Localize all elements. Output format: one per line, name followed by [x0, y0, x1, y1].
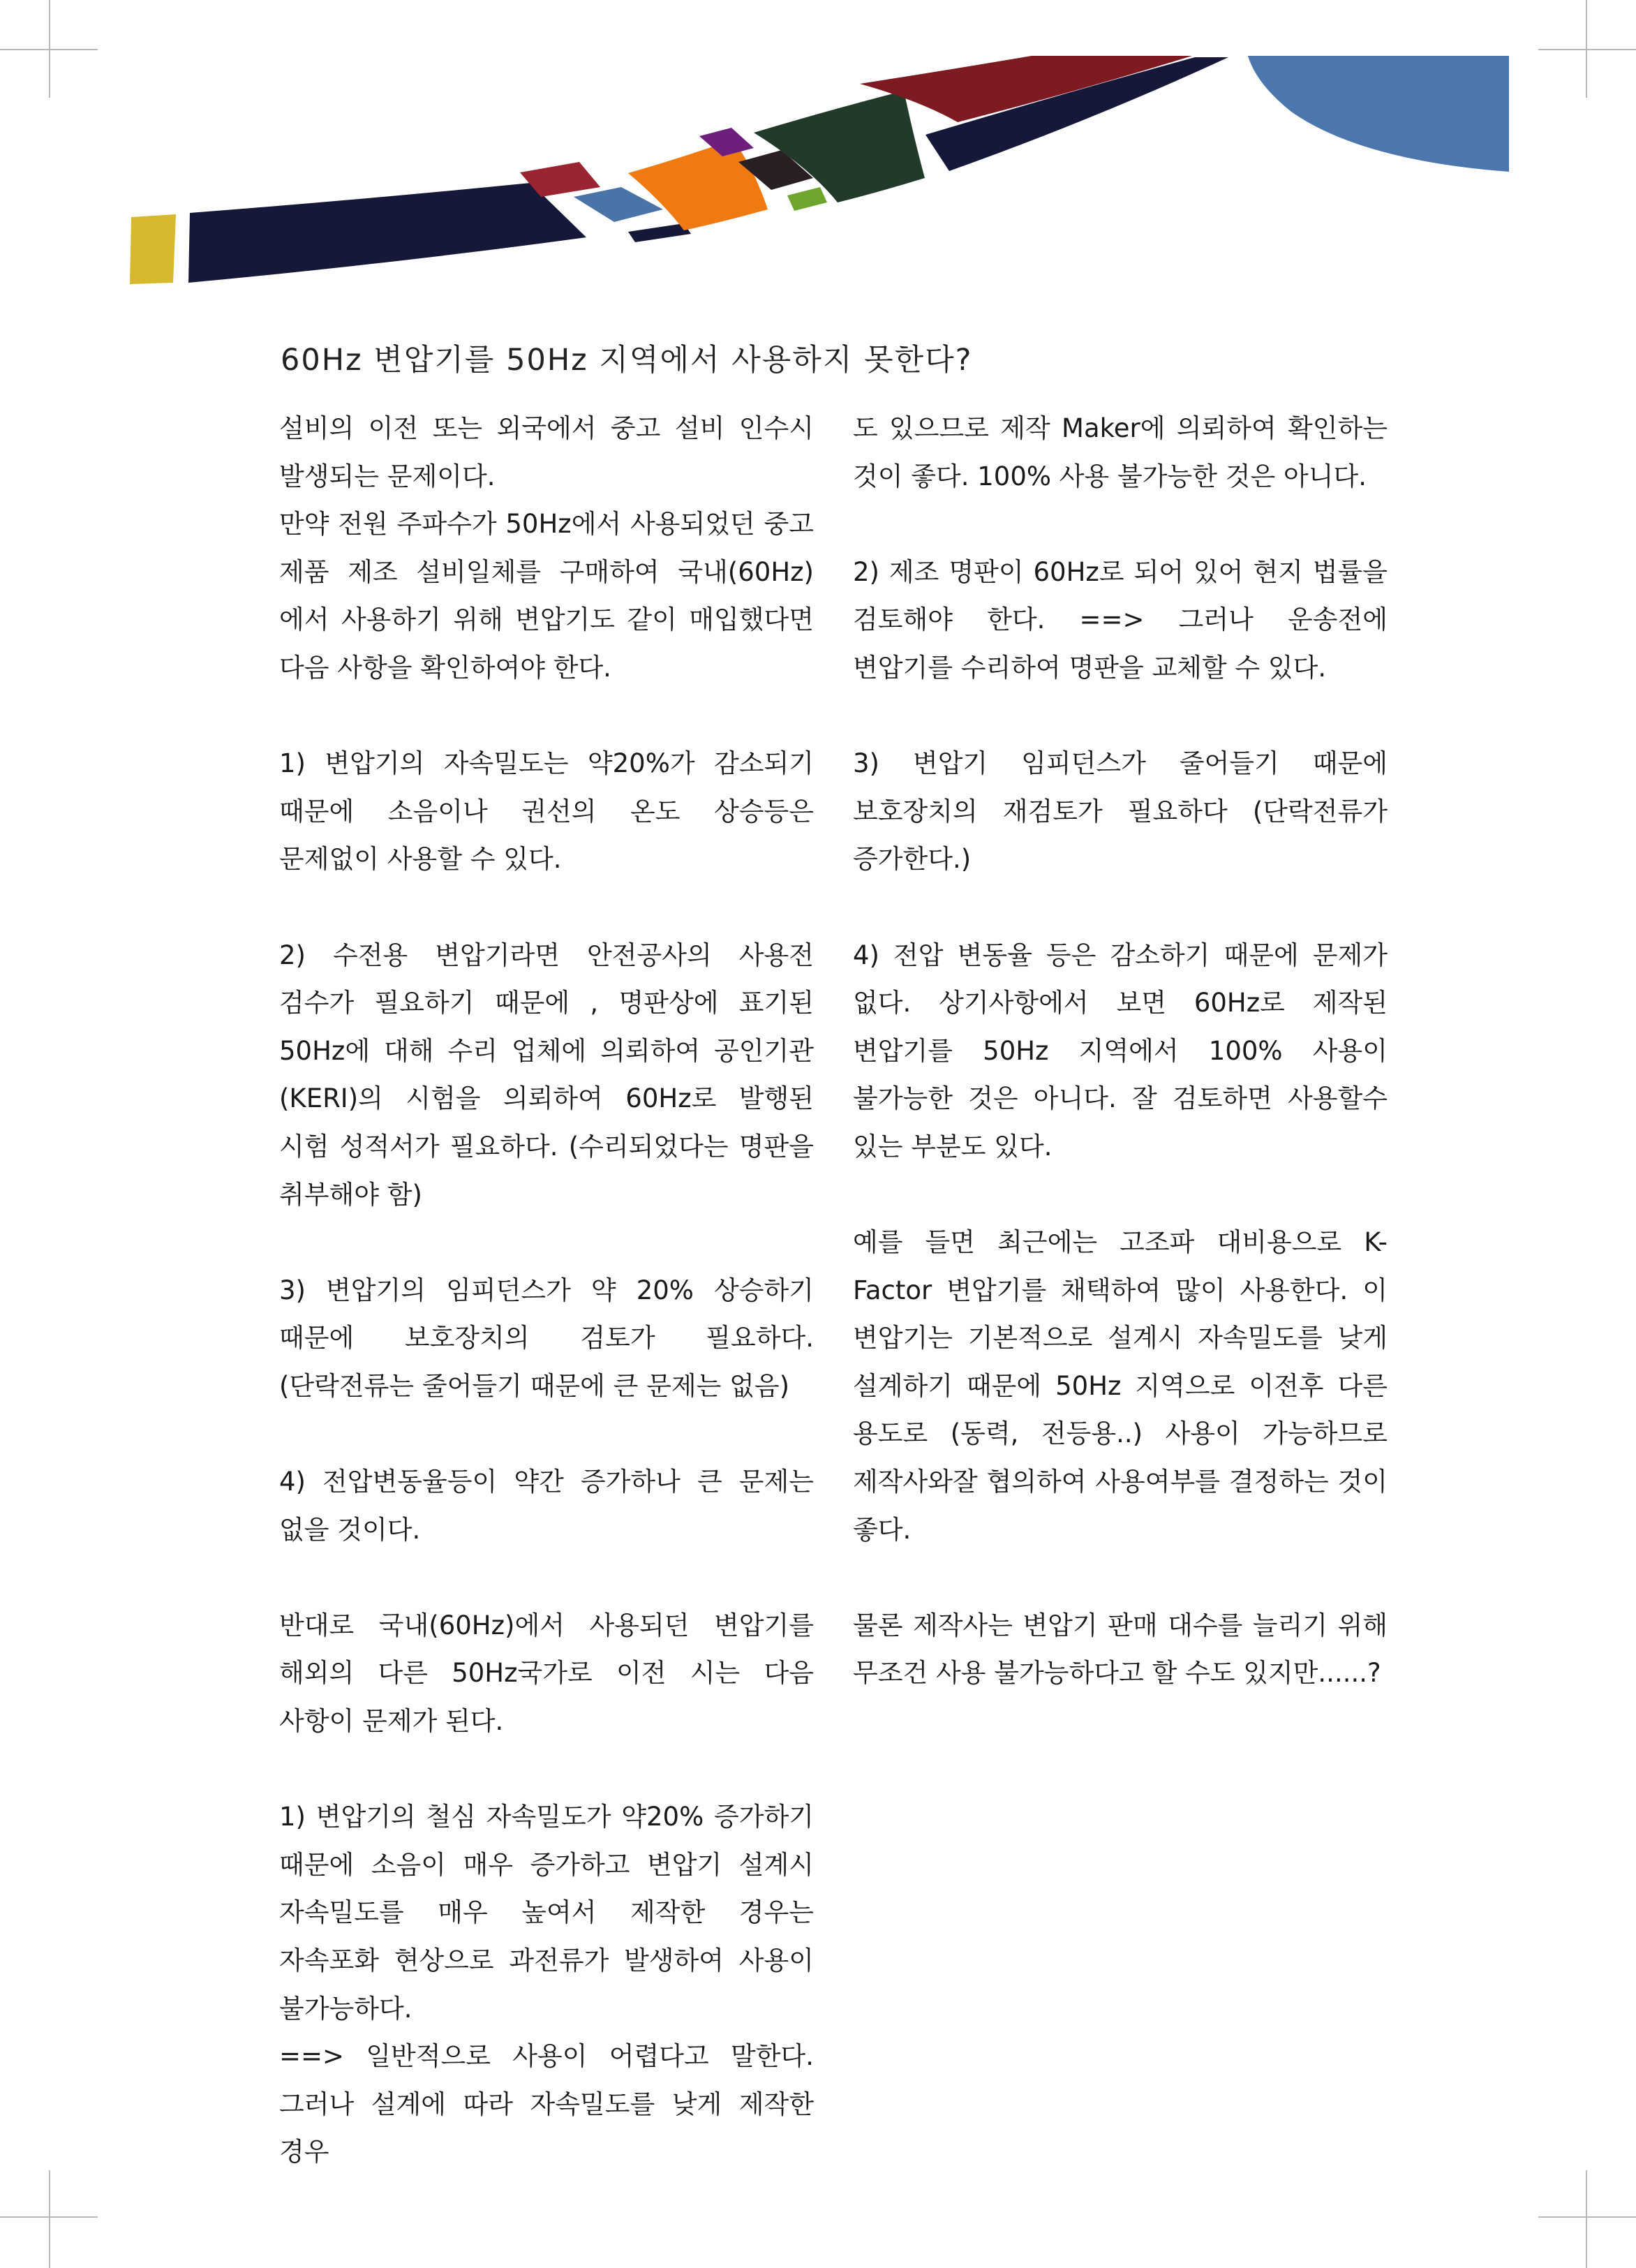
- paragraph: ==> 일반적으로 사용이 어렵다고 말한다. 그러나 설계에 따라 자속밀도를 낮게 제작한 경우: [279, 2041, 814, 2167]
- paragraph: 1) 변압기의 철심 자속밀도가 약20% 증가하기 때문에 소음이 매우 증가하고 변압기 설계시 자속밀도를 매우 높여서 제작한 경우는 자속포화 현상으로 과전류가 발생하여 사용이 불가능하다.: [279, 1802, 814, 2024]
- header-banner-graphic: [0, 0, 1636, 307]
- paragraph: 설비의 이전 또는 외국에서 중고 설비 인수시 발생되는 문제이다.: [279, 413, 814, 491]
- paragraph: 4) 전압변동율등이 약간 증가하나 큰 문제는 없을 것이다.: [279, 1467, 814, 1545]
- banner-blue-block: [574, 187, 663, 222]
- left-text-column: [279, 405, 814, 2177]
- crop-mark: [49, 2170, 50, 2268]
- banner-yellow-block: [130, 214, 176, 284]
- banner-steel-blue-shape: [1248, 56, 1509, 172]
- spacer: [853, 501, 1388, 549]
- spacer: [279, 1219, 814, 1267]
- right-text-column: [853, 405, 1388, 1698]
- paragraph: 4) 전압 변동율 등은 감소하기 때문에 문제가 없다. 상기사항에서 보면 60Hz로 제작된 변압기를 50Hz 지역에서 100% 사용이 불가능한 것은 아니다. 잘 검토하면 사용할수 있는 부분도 있다.: [853, 940, 1388, 1162]
- paragraph: 만약 전원 주파수가 50Hz에서 사용되었던 중고 제품 제조 설비일체를 구매하여 국내(60Hz)에서 사용하기 위해 변압기도 같이 매입했다면 다음 사항을 확인하여야 한다.: [279, 509, 814, 683]
- paragraph: 2) 수전용 변압기라면 안전공사의 사용전 검수가 필요하기 때문에 , 명판상에 표기된 50Hz에 대해 수리 업체에 의뢰하여 공인기관(KERI)의 시험을 의뢰하여 60Hz로 발행된 시험 성적서가 필요하다. (수리되었다는 명판을 취부해야 함): [279, 940, 814, 1210]
- spacer: [279, 1410, 814, 1458]
- spacer: [279, 1554, 814, 1602]
- paragraph: 물론 제작사는 변압기 판매 대수를 늘리기 위해 무조건 사용 불가능하다고 할 수도 있지만......?: [853, 1610, 1388, 1689]
- crop-mark: [1586, 2170, 1587, 2268]
- spacer: [853, 692, 1388, 741]
- spacer: [279, 692, 814, 741]
- paragraph: 3) 변압기의 임피던스가 약 20% 상승하기 때문에 보호장치의 검토가 필요하다. (단락전류는 줄어들기 때문에 큰 문제는 없음): [279, 1275, 814, 1401]
- paragraph: 2) 제조 명판이 60Hz로 되어 있어 현지 법률을 검토해야 한다. ==> 그러나 운송전에 변압기를 수리하여 명판을 교체할 수 있다.: [853, 556, 1388, 683]
- spacer: [279, 884, 814, 932]
- spacer: [853, 1554, 1388, 1602]
- paragraph: 도 있으므로 제작 Maker에 의뢰하여 확인하는 것이 좋다. 100% 사용 불가능한 것은 아니다.: [853, 413, 1388, 491]
- banner-orange-block: [628, 140, 768, 230]
- spacer: [279, 1746, 814, 1794]
- banner-green-block: [787, 187, 827, 211]
- spacer: [853, 1171, 1388, 1220]
- spacer: [853, 884, 1388, 932]
- paragraph: 예를 들면 최근에는 고조파 대비용으로 K-Factor 변압기를 채택하여 많이 사용한다. 이 변압기는 기본적으로 설계시 자속밀도를 낮게 설계하기 때문에 50Hz 지역으로 이전후 다른 용도로 (동력, 전등용..) 사용이 가능하므로 제작사와잘 협의하여 사용여부를 결정하는 것이 좋다.: [853, 1227, 1388, 1545]
- page-title: 60Hz 변압기를 50Hz 지역에서 사용하지 못한다?: [281, 343, 973, 378]
- crop-mark: [1538, 2216, 1636, 2218]
- banner-navy-arc-left: [188, 183, 586, 283]
- paragraph: 1) 변압기의 자속밀도는 약20%가 감소되기 때문에 소음이나 권선의 온도 상승등은 문제없이 사용할 수 있다.: [279, 748, 814, 875]
- paragraph: 3) 변압기 임피던스가 줄어들기 때문에 보호장치의 재검토가 필요하다 (단락전류가 증가한다.): [853, 748, 1388, 875]
- paragraph: 반대로 국내(60Hz)에서 사용되던 변압기를 해외의 다른 50Hz국가로 이전 시는 다음 사항이 문제가 된다.: [279, 1610, 814, 1737]
